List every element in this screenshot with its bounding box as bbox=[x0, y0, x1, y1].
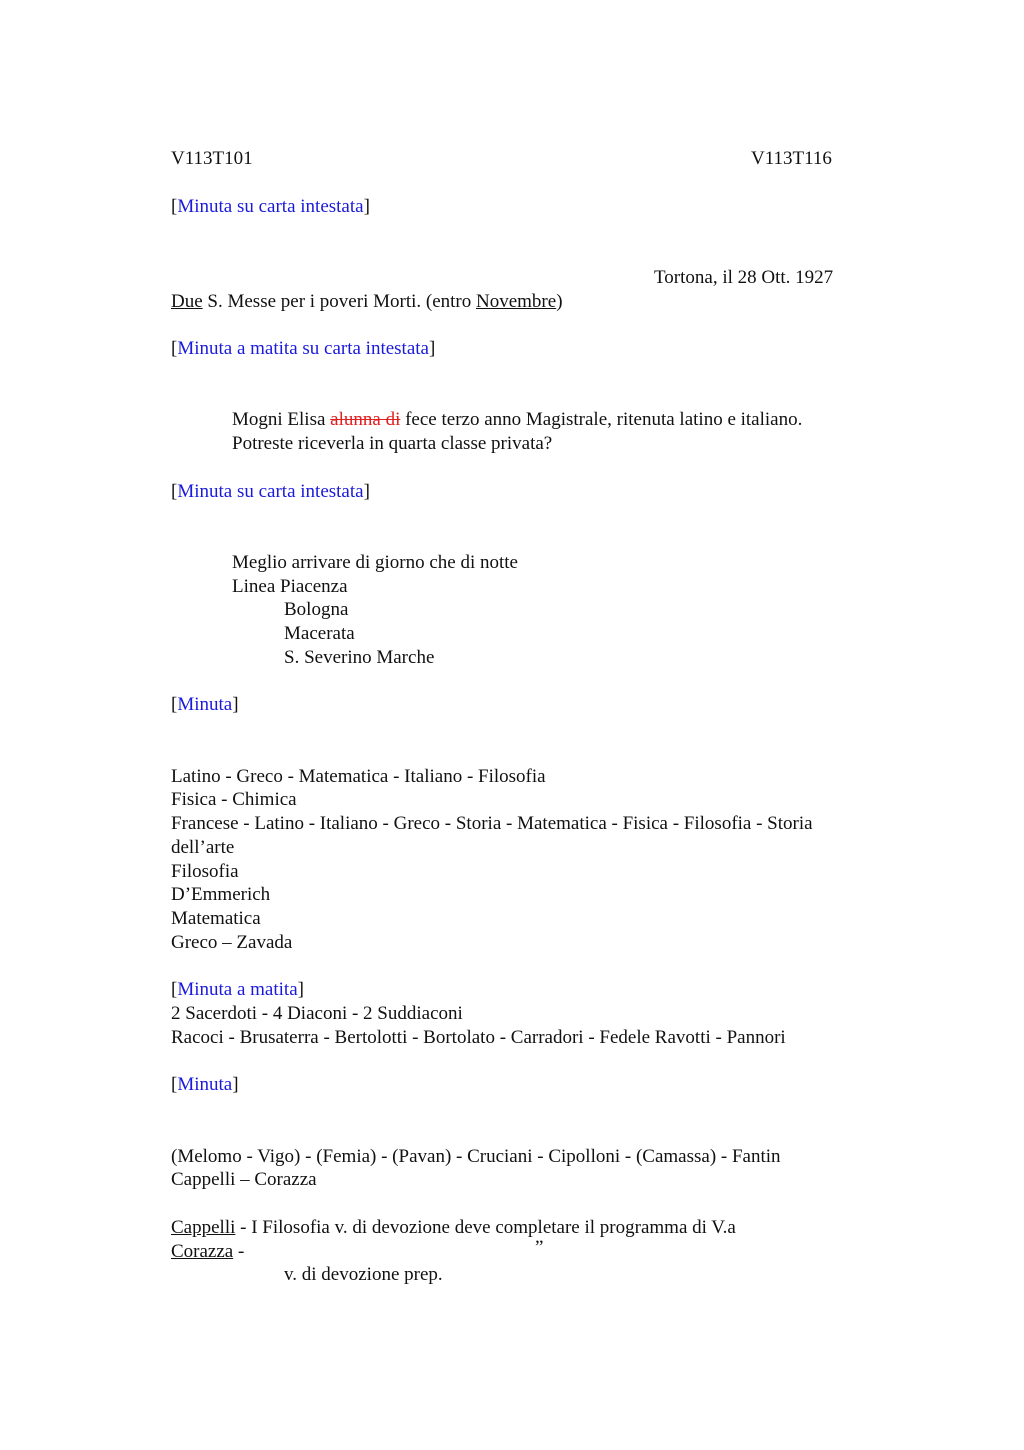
underlined-word: Due bbox=[171, 291, 203, 312]
underlined-name: Corazza bbox=[171, 1241, 234, 1262]
underlined-name: Cappelli bbox=[171, 1217, 236, 1238]
editorial-note-text: Minuta a matita bbox=[177, 979, 298, 1000]
program-row bbox=[171, 1240, 244, 1264]
student-question: Potreste riceverla in quarta classe privata? bbox=[232, 433, 553, 454]
subject-line: Francese - Latino - Italiano - Greco - Storia - Matematica - Fisica - Filosofia - Storia bbox=[171, 813, 813, 834]
editorial-note-text: Minuta bbox=[177, 1074, 233, 1095]
editorial-note-text: Minuta bbox=[177, 694, 233, 715]
line-text: fece terzo anno Magistrale, ritenuta latino e italiano. bbox=[400, 409, 803, 430]
editorial-note: [Minuta su carta intestata] bbox=[171, 481, 370, 502]
line-text: ) bbox=[556, 291, 563, 312]
program-row bbox=[171, 1216, 736, 1240]
travel-stop: Macerata bbox=[284, 623, 355, 644]
ditto-mark: ” bbox=[535, 1237, 544, 1258]
travel-line: Meglio arrivare di giorno che di notte bbox=[232, 552, 518, 573]
subject-line: Filosofia bbox=[171, 861, 239, 882]
clergy-names: Racoci - Brusaterra - Bertolotti - Bortolato - Carradori - Fedele Ravotti - Pannori bbox=[171, 1027, 786, 1048]
names-line: (Melomo - Vigo) - (Femia) - (Pavan) - Cruciani - Cipolloni - (Camassa) - Fantin bbox=[171, 1146, 781, 1167]
line-text: S. Messe per i poveri Morti. (entro bbox=[202, 291, 476, 312]
editorial-note: [Minuta a matita] bbox=[171, 979, 304, 1000]
subject-line: Matematica bbox=[171, 908, 261, 929]
subject-line: dell’arte bbox=[171, 837, 235, 858]
editorial-note: [Minuta] bbox=[171, 694, 239, 715]
editorial-note: [Minuta a matita su carta intestata] bbox=[171, 338, 436, 359]
underlined-word: Novembre bbox=[476, 291, 557, 312]
place-date: Tortona, il 28 Ott. 1927 bbox=[654, 267, 834, 288]
editorial-note-text: Minuta a matita su carta intestata bbox=[177, 338, 429, 359]
struck-text: alunna di bbox=[330, 409, 401, 430]
student-line bbox=[232, 408, 802, 432]
document-code-right: V113T116 bbox=[751, 148, 832, 169]
editorial-note: [Minuta] bbox=[171, 1074, 239, 1095]
line-text: Mogni Elisa bbox=[232, 409, 331, 430]
row-text: - I Filosofia v. di devozione deve completare il programma di V.a bbox=[235, 1217, 736, 1238]
masses-line bbox=[171, 290, 563, 314]
document-code-left: V113T101 bbox=[171, 148, 253, 169]
subject-line: Fisica - Chimica bbox=[171, 789, 297, 810]
names-line: Cappelli – Corazza bbox=[171, 1169, 317, 1190]
travel-stop: S. Severino Marche bbox=[284, 647, 435, 668]
subject-line: Latino - Greco - Matematica - Italiano - Filosofia bbox=[171, 766, 546, 787]
subject-line: Greco – Zavada bbox=[171, 932, 293, 953]
travel-stop: Bologna bbox=[284, 599, 349, 620]
editorial-note: [Minuta su carta intestata] bbox=[171, 196, 370, 217]
editorial-note-text: Minuta su carta intestata bbox=[177, 481, 364, 502]
program-row-continuation: v. di devozione prep. bbox=[284, 1264, 443, 1285]
row-text: - bbox=[233, 1241, 245, 1262]
editorial-note-text: Minuta su carta intestata bbox=[177, 196, 364, 217]
subject-line: D’Emmerich bbox=[171, 884, 271, 905]
travel-line: Linea Piacenza bbox=[232, 576, 348, 597]
clergy-line: 2 Sacerdoti - 4 Diaconi - 2 Suddiaconi bbox=[171, 1003, 463, 1024]
